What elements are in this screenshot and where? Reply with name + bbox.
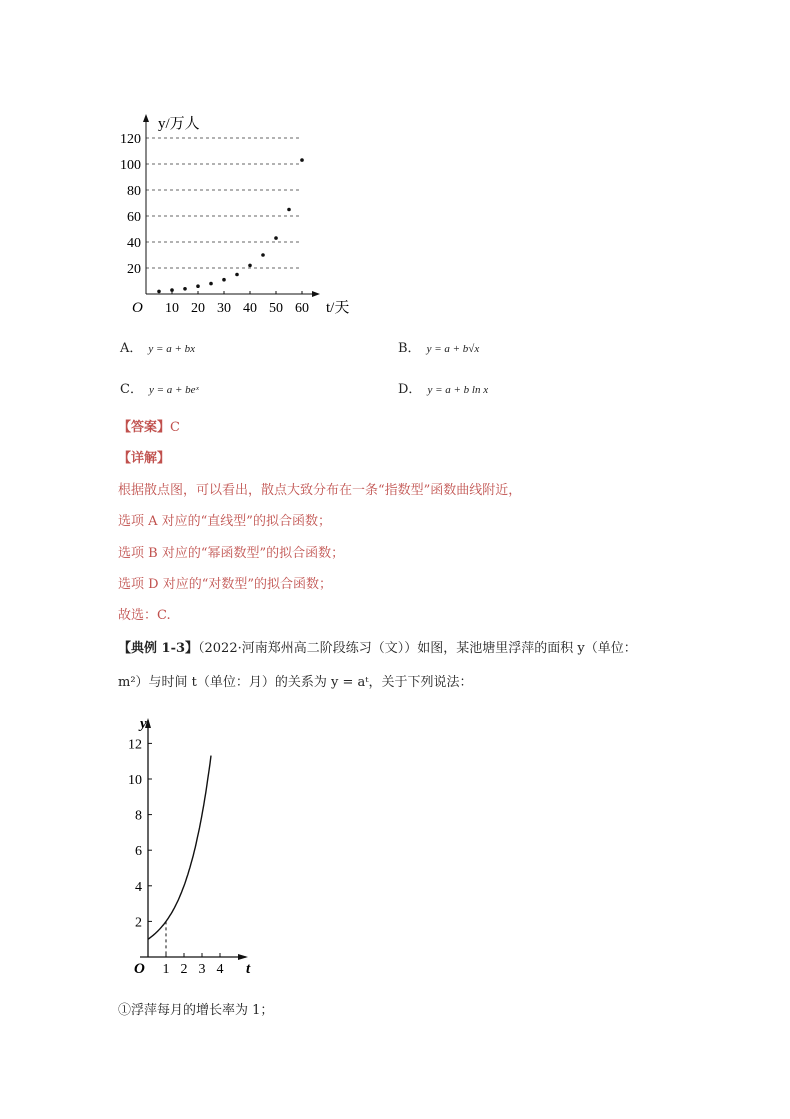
data-point bbox=[196, 284, 200, 288]
y-tick-label: 20 bbox=[127, 262, 141, 277]
data-point bbox=[287, 208, 291, 212]
detail-line-3: 选项 B 对应的“幂函数型”的拟合函数； bbox=[118, 546, 345, 561]
detail-line-1: 根据散点图，可以看出，散点大致分布在一条“指数型”函数曲线附近， bbox=[118, 483, 522, 498]
x-tick-label: 4 bbox=[216, 962, 224, 977]
y-axis-label: y bbox=[140, 716, 147, 732]
option-a-label: A． bbox=[120, 341, 143, 356]
example-tag: 【典例 1-3】 bbox=[118, 641, 199, 656]
option-d bbox=[398, 378, 488, 397]
y-tick-label: 80 bbox=[127, 184, 141, 199]
data-point bbox=[274, 236, 278, 240]
x-axis-arrow bbox=[238, 954, 248, 960]
scatter-chart bbox=[110, 108, 380, 323]
x-tick-label: 1 bbox=[162, 962, 170, 977]
option-b-label: B． bbox=[398, 341, 421, 356]
example-text-1: （2022·河南郑州高二阶段练习（文））如图，某池塘里浮萍的面积 y（单位： bbox=[198, 641, 637, 656]
data-point bbox=[300, 158, 304, 162]
data-point bbox=[183, 287, 187, 291]
data-point bbox=[261, 253, 265, 257]
x-tick-label: 20 bbox=[191, 301, 205, 316]
option-c bbox=[120, 378, 199, 397]
x-tick-label: 30 bbox=[217, 301, 231, 316]
x-tick-label: 2 bbox=[180, 962, 188, 977]
data-point bbox=[222, 278, 226, 282]
x-axis-label: t/天 bbox=[326, 300, 350, 316]
option-b-formula: y = a + b√x bbox=[426, 343, 480, 355]
example-line-1 bbox=[118, 637, 637, 656]
statement-1: ①浮萍每月的增长率为 1； bbox=[118, 1003, 274, 1018]
origin-label: O bbox=[134, 961, 145, 977]
x-tick-label: 40 bbox=[243, 301, 257, 316]
y-tick-label: 100 bbox=[120, 158, 141, 173]
y-tick-label: 2 bbox=[135, 915, 142, 931]
y-tick-label: 40 bbox=[127, 236, 141, 251]
exponential-chart bbox=[128, 712, 268, 980]
x-tick-label: 50 bbox=[269, 301, 283, 316]
y-tick-label: 6 bbox=[135, 844, 142, 860]
option-d-label: D． bbox=[398, 382, 422, 397]
option-a bbox=[120, 337, 195, 356]
y-axis-arrow bbox=[143, 114, 149, 122]
x-axis-label: t bbox=[246, 961, 251, 977]
option-d-formula: y = a + b ln x bbox=[427, 384, 489, 396]
detail-line-5: 故选：C. bbox=[118, 608, 171, 623]
answer-tag: 【答案】 bbox=[118, 420, 171, 435]
data-point bbox=[157, 290, 161, 294]
detail-line-2: 选项 A 对应的“直线型”的拟合函数； bbox=[118, 514, 331, 529]
option-c-formula: y = a + beˣ bbox=[148, 384, 199, 396]
option-a-formula: y = a + bx bbox=[148, 343, 196, 355]
y-tick-label: 60 bbox=[127, 210, 141, 225]
data-point bbox=[235, 273, 239, 277]
x-tick-label: 10 bbox=[165, 301, 179, 316]
example-line-2: m²）与时间 t（单位：月）的关系为 y = aᵗ，关于下列说法： bbox=[118, 675, 473, 690]
y-tick-label: 8 bbox=[135, 808, 142, 824]
x-tick-label: 3 bbox=[198, 962, 206, 977]
option-b bbox=[398, 337, 479, 356]
answer-value: C bbox=[170, 420, 180, 435]
y-tick-label: 10 bbox=[128, 773, 142, 788]
y-tick-label: 4 bbox=[135, 879, 142, 895]
data-point bbox=[248, 264, 252, 268]
y-axis-label: y/万人 bbox=[158, 116, 200, 132]
detail-tag: 【详解】 bbox=[118, 451, 171, 466]
y-tick-label: 12 bbox=[128, 737, 142, 753]
x-axis-arrow bbox=[312, 291, 320, 297]
data-point bbox=[170, 288, 174, 292]
option-c-label: C． bbox=[120, 382, 143, 397]
data-point bbox=[209, 282, 213, 286]
y-tick-label: 120 bbox=[120, 132, 141, 147]
x-tick-label: 60 bbox=[295, 301, 309, 316]
detail-line-4: 选项 D 对应的“对数型”的拟合函数； bbox=[118, 577, 332, 592]
origin-label: O bbox=[132, 300, 143, 316]
exponential-curve bbox=[148, 756, 211, 940]
answer-line bbox=[118, 416, 180, 435]
